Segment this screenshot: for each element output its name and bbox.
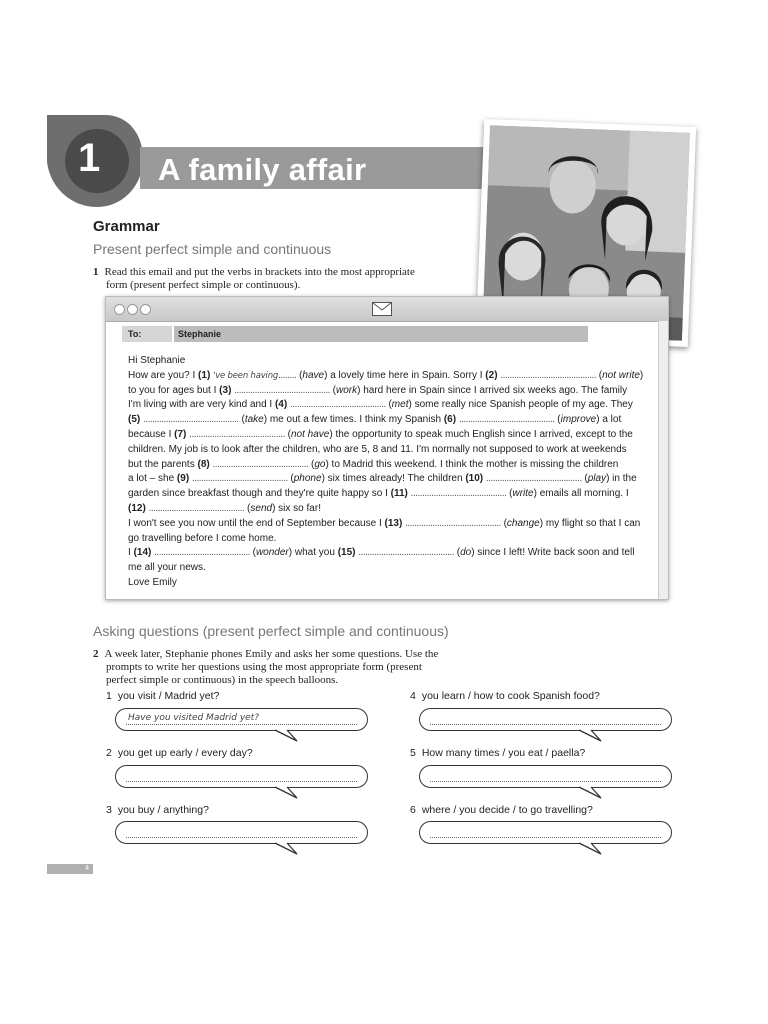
balloon-answer: Have you visited Madrid yet? xyxy=(128,713,259,723)
email-line: me all your news. xyxy=(128,562,206,574)
exercise-number: 2 xyxy=(93,648,99,660)
section-2-subheading: Asking questions (present perfect simple and continuous) xyxy=(93,623,449,639)
exercise-2-instruction-line2: prompts to write her questions using the most appropriate form (present xyxy=(106,661,422,673)
speech-balloon-3[interactable] xyxy=(115,821,368,844)
email-line: a lot – she (9) .......................................... (phone) six times already! The children (10) .......................................... (play) in the xyxy=(128,473,637,485)
email-signoff: Love Emily xyxy=(128,576,177,588)
question-prompt: 1 you visit / Madrid yet? xyxy=(106,690,220,702)
page-number: 4 xyxy=(47,864,93,874)
instruction-line: A week later, Stephanie phones Emily and asks her some questions. Use the xyxy=(104,648,439,660)
email-line: (12) .......................................... (send) six so far! xyxy=(128,502,321,514)
speech-balloon-2[interactable] xyxy=(115,765,368,788)
email-scrollbar[interactable] xyxy=(658,321,668,599)
email-line: go travelling before I come home. xyxy=(128,532,277,544)
window-dot[interactable] xyxy=(114,304,125,315)
speech-balloon-5[interactable] xyxy=(419,765,672,788)
window-dot[interactable] xyxy=(140,304,151,315)
email-body xyxy=(128,354,658,591)
window-dot[interactable] xyxy=(127,304,138,315)
unit-number: 1 xyxy=(78,136,101,180)
speech-balloon-1[interactable] xyxy=(115,708,368,731)
section-subheading: Present perfect simple and continuous xyxy=(93,241,332,257)
email-line: to you for ages but I (3) .......................................... (work) hard here in Spain since I arrived six weeks ago. The family xyxy=(128,384,628,396)
question-prompt: 3 you buy / anything? xyxy=(106,804,209,816)
exercise-1-instruction-line2: form (present perfect simple or continuous). xyxy=(106,279,301,291)
email-line: I (14) .......................................... (wonder) what you (15) .......................................... (do) since I left! Write back soon and tell xyxy=(128,547,635,559)
question-prompt: 2 you get up early / every day? xyxy=(106,747,253,759)
speech-balloon-4[interactable] xyxy=(419,708,672,731)
email-line: but the parents (8) .......................................... (go) to Madrid this weekend. I think the mother is missing the children xyxy=(128,458,619,470)
answer-line xyxy=(126,724,357,725)
email-line: I'm living with are very kind and I (4) .......................................... (met) some really nice Spanish people of my age. They xyxy=(128,399,633,411)
exercise-1-instruction xyxy=(93,266,415,279)
email-line: (5) .......................................... (take) me out a few times. I think my Spanish (6) .......................................... (improve) a lot xyxy=(128,414,622,426)
unit-title: A family affair xyxy=(158,152,367,187)
email-line: How are you? I (1) 've been having........ (have) a lovely time here in Spain. Sorry I (2) .......................................... (not write) xyxy=(128,369,644,381)
email-title-bar xyxy=(106,297,668,322)
question-prompt: 4 you learn / how to cook Spanish food? xyxy=(410,690,600,702)
speech-balloon-6[interactable] xyxy=(419,821,672,844)
answer-line xyxy=(126,837,357,838)
email-line: garden since breakfast though and they're quite happy so I (11) .......................................... (write) emails all morning. I xyxy=(128,488,629,500)
answer-line xyxy=(430,781,661,782)
question-prompt: 6 where / you decide / to go travelling? xyxy=(410,804,593,816)
envelope-icon xyxy=(372,302,392,316)
question-prompt: 5 How many times / you eat / paella? xyxy=(410,747,586,759)
email-window xyxy=(105,296,669,600)
instruction-line: Read this email and put the verbs in brackets into the most appropriate xyxy=(104,266,415,278)
answer-line xyxy=(126,781,357,782)
email-to-row xyxy=(122,326,588,342)
section-heading: Grammar xyxy=(93,218,160,235)
email-line: I won't see you now until the end of September because I (13) .......................................... (change) my flight so that I can xyxy=(128,517,641,529)
email-line: children. My job is to look after the children, who are 5, 8 and 11. I'm normally not supposed to work at weekends xyxy=(128,443,627,455)
email-line: because I (7) .......................................... (not have) the opportunity to speak much English since I arrived, except to the xyxy=(128,428,633,440)
answer-line xyxy=(430,724,661,725)
answer-line xyxy=(430,837,661,838)
exercise-number: 1 xyxy=(93,266,99,278)
to-field[interactable]: Stephanie xyxy=(174,326,588,342)
to-label: To: xyxy=(122,326,172,342)
exercise-2-instruction-line3: perfect simple or continuous) in the speech balloons. xyxy=(106,674,339,686)
email-greeting: Hi Stephanie xyxy=(128,355,186,366)
example-answer: 've been having xyxy=(213,370,279,381)
exercise-2-instruction xyxy=(93,648,438,661)
